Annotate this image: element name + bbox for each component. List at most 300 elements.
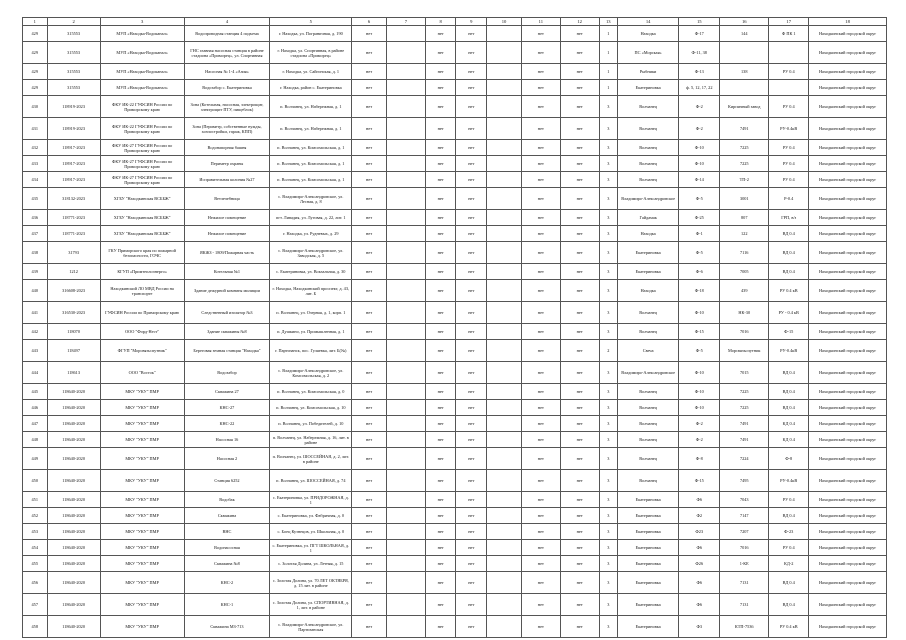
- table-cell: Екатериновка: [617, 524, 678, 540]
- table-cell: МУП «Находка-Водоканал»: [100, 42, 184, 64]
- table-cell: Ф-2: [679, 118, 720, 140]
- table-cell: 445: [23, 384, 48, 400]
- table-cell: Волчанец: [617, 400, 678, 416]
- table-cell: нет: [456, 172, 487, 188]
- table-cell: МКУ "УКУ" ПМР: [100, 616, 184, 638]
- table-cell: нет: [456, 302, 487, 324]
- table-cell: [487, 264, 522, 280]
- table-cell: нет: [425, 264, 456, 280]
- table-cell: 118917-2023: [47, 172, 100, 188]
- table-cell: 453: [23, 524, 48, 540]
- table-cell: 7495: [720, 470, 769, 492]
- table-row: [23, 42, 887, 64]
- table-cell: нет: [560, 556, 599, 572]
- table-cell: РУ 0.4: [769, 140, 809, 156]
- table-row: [23, 594, 887, 616]
- table-cell: ВД 0.4: [769, 226, 809, 242]
- table-cell: [386, 242, 425, 264]
- table-cell: Зона (Котельная, насосная, электрощит, электрощит ПТУ, пищеблок): [184, 96, 270, 118]
- table-cell: МУП «Находка-Водоканал»: [100, 80, 184, 96]
- table-cell: 435: [23, 188, 48, 210]
- table-cell: г. Находка, Находкинский проспект, д. 43, лит. Б: [270, 280, 352, 302]
- table-cell: нет: [456, 264, 487, 280]
- table-cell: Насосная № 1-4 «Азия»: [184, 64, 270, 80]
- table-cell: КНС-1: [184, 594, 270, 616]
- table-cell: нет: [352, 556, 387, 572]
- table-cell: КНС-2: [184, 572, 270, 594]
- table-cell: нет: [456, 42, 487, 64]
- table-row: [23, 540, 887, 556]
- table-cell: [487, 540, 522, 556]
- table-cell: 454: [23, 540, 48, 556]
- table-cell: г. Партизанск, пос. Гуляевка, лит. Б(№): [270, 340, 352, 362]
- table-cell: 7005: [720, 264, 769, 280]
- table-cell: нет: [456, 470, 487, 492]
- table-cell: нет: [352, 226, 387, 242]
- table-cell: [720, 42, 769, 64]
- table-cell: 118640-2020: [47, 384, 100, 400]
- table-cell: 2: [599, 340, 617, 362]
- table-cell: Волчанец: [617, 118, 678, 140]
- table-row: [23, 492, 887, 508]
- table-cell: 138: [720, 64, 769, 80]
- table-cell: Владимиро-Александровское: [617, 362, 678, 384]
- table-cell: нет: [352, 470, 387, 492]
- table-cell: МКУ "УКУ" ПМР: [100, 508, 184, 524]
- table-row: [23, 416, 887, 432]
- table-cell: 450: [23, 470, 48, 492]
- table-cell: 118771-2023: [47, 210, 100, 226]
- table-cell: нет: [352, 594, 387, 616]
- table-cell: 1: [599, 64, 617, 80]
- table-cell: ФКУ ИК-22 ГУФСИН России по Приморскому краю: [100, 96, 184, 118]
- table-cell: [386, 42, 425, 64]
- table-cell: Волчанец: [617, 470, 678, 492]
- column-header: 12: [560, 18, 599, 26]
- table-cell: г. Находка, район с. Екатериновка: [270, 80, 352, 96]
- table-cell: нет: [352, 540, 387, 556]
- table-cell: 3: [599, 324, 617, 340]
- table-cell: 7207: [720, 524, 769, 540]
- column-header: 2: [47, 18, 100, 26]
- column-header: 1: [23, 18, 48, 26]
- table-cell: [487, 508, 522, 524]
- table-cell: Находка: [617, 26, 678, 42]
- table-cell: п. Душкино, ул. Промышленная, д. 1: [270, 324, 352, 340]
- table-cell: нет: [425, 492, 456, 508]
- table-cell: РУ 0.4: [769, 492, 809, 508]
- table-cell: нет: [521, 80, 560, 96]
- table-cell: с. Золотая Долина, ул. 70 ЛЕТ ОКТЯБРЯ, д. 15 лит. в районе: [270, 572, 352, 594]
- table-cell: [386, 80, 425, 96]
- table-cell: [386, 492, 425, 508]
- table-cell: [487, 64, 522, 80]
- table-cell: ВД 0.4: [769, 508, 809, 524]
- table-cell: Находкинский городской округ: [809, 340, 887, 362]
- table-cell: нет: [521, 302, 560, 324]
- table-cell: [386, 340, 425, 362]
- table-row: [23, 556, 887, 572]
- table-cell: Береговая земная станция "Находка": [184, 340, 270, 362]
- table-cell: нет: [425, 280, 456, 302]
- table-cell: 3: [599, 302, 617, 324]
- table-cell: нет: [560, 324, 599, 340]
- table-cell: 3: [599, 384, 617, 400]
- column-header: 11: [521, 18, 560, 26]
- column-header: 17: [769, 18, 809, 26]
- table-cell: Насосная 2: [184, 448, 270, 470]
- table-cell: Водонасосная: [184, 540, 270, 556]
- table-cell: нет: [456, 242, 487, 264]
- table-cell: 118640-2020: [47, 508, 100, 524]
- column-header: 14: [617, 18, 678, 26]
- table-cell: нет: [560, 96, 599, 118]
- table-cell: Скважина МЗ-713: [184, 616, 270, 638]
- table-cell: нет: [521, 508, 560, 524]
- table-row: [23, 96, 887, 118]
- table-cell: Волчанец: [617, 140, 678, 156]
- column-header: 10: [487, 18, 522, 26]
- table-cell: нет: [521, 556, 560, 572]
- table-cell: Находкинский городской округ: [809, 64, 887, 80]
- table-cell: 438: [23, 242, 48, 264]
- table-cell: нет: [521, 188, 560, 210]
- table-cell: Находка: [617, 226, 678, 242]
- table-cell: ТП-2: [720, 172, 769, 188]
- table-cell: п. Волчанец, ул. Комсомольская, д. 1: [270, 140, 352, 156]
- table-cell: КД 0.4: [769, 416, 809, 432]
- table-cell: Ф-1: [679, 226, 720, 242]
- table-cell: ГНС главная насосная станция в районе стадиона «Приморец», ул. Спортивная: [184, 42, 270, 64]
- table-cell: нет: [521, 242, 560, 264]
- table-row: [23, 524, 887, 540]
- table-cell: 7225: [720, 140, 769, 156]
- table-cell: МКУ "УКУ" ПМР: [100, 400, 184, 416]
- table-cell: нет: [560, 64, 599, 80]
- table-cell: Волчанец: [617, 432, 678, 448]
- table-cell: нет: [456, 140, 487, 156]
- table-cell: 440: [23, 280, 48, 302]
- table-cell: нет: [456, 324, 487, 340]
- table-cell: 441: [23, 302, 48, 324]
- table-cell: нет: [425, 508, 456, 524]
- table-cell: [487, 594, 522, 616]
- table-cell: с. Владимиро-Александровское, ул. Партизанская: [270, 616, 352, 638]
- table-cell: [487, 242, 522, 264]
- table-cell: 3: [599, 140, 617, 156]
- table-cell: нет: [425, 80, 456, 96]
- table-cell: 3: [599, 172, 617, 188]
- table-cell: нет: [521, 492, 560, 508]
- table-row: [23, 572, 887, 594]
- table-cell: 118640-2020: [47, 416, 100, 432]
- table-cell: нет: [456, 572, 487, 594]
- table-cell: нет: [521, 280, 560, 302]
- table-cell: [487, 448, 522, 470]
- table-cell: нет: [521, 400, 560, 416]
- table-cell: нет: [425, 572, 456, 594]
- table-cell: нет: [425, 210, 456, 226]
- table-cell: 118070: [47, 324, 100, 340]
- table-cell: 7016: [720, 324, 769, 340]
- table-cell: [769, 42, 809, 64]
- table-cell: 3: [599, 188, 617, 210]
- table-cell: 3: [599, 118, 617, 140]
- table-cell: 3: [599, 556, 617, 572]
- table-cell: 118917-2023: [47, 156, 100, 172]
- table-cell: нет: [560, 118, 599, 140]
- column-header: 18: [809, 18, 887, 26]
- table-cell: ООО "Восток": [100, 362, 184, 384]
- table-row: [23, 188, 887, 210]
- table-cell: [487, 118, 522, 140]
- table-cell: 449: [23, 448, 48, 470]
- table-cell: ВНС: [184, 524, 270, 540]
- table-cell: 3: [599, 616, 617, 638]
- table-cell: Ф-8: [679, 448, 720, 470]
- table-cell: ГУФСИН России по Приморскому краю: [100, 302, 184, 324]
- table-cell: нет: [560, 416, 599, 432]
- document-sheet: [22, 17, 887, 638]
- column-header: 15: [679, 18, 720, 26]
- table-cell: Свеча: [617, 340, 678, 362]
- table-cell: КТП-7536: [720, 616, 769, 638]
- table-cell: Здание дежурной комнаты милиции: [184, 280, 270, 302]
- table-cell: МКУ "УКУ" ПМР: [100, 524, 184, 540]
- table-cell: с. Боец Кузнецов, ул. Школьная, д. 0: [270, 524, 352, 540]
- table-cell: нет: [352, 188, 387, 210]
- table-cell: Находкинский городской округ: [809, 226, 887, 242]
- table-cell: Екатериновка: [617, 492, 678, 508]
- table-cell: Находкинский городской округ: [809, 540, 887, 556]
- table-cell: ВД 0.4: [769, 572, 809, 594]
- table-cell: Ф-15: [679, 324, 720, 340]
- table-cell: 7016: [720, 540, 769, 556]
- table-cell: нет: [560, 400, 599, 416]
- table-cell: РУ 0.4 кВ: [769, 280, 809, 302]
- table-cell: нет: [456, 416, 487, 432]
- table-cell: с. Екатериновка, ул. ПГТ ШКОЛЬНАЯ, д. 1: [270, 540, 352, 556]
- table-cell: Находкинский городской округ: [809, 80, 887, 96]
- table-cell: нет: [560, 140, 599, 156]
- table-cell: ВД 0.4: [769, 594, 809, 616]
- table-row: [23, 302, 887, 324]
- table-cell: 429: [23, 80, 48, 96]
- table-cell: нет: [352, 96, 387, 118]
- table-cell: нет: [560, 226, 599, 242]
- table-cell: КГУП «Примтеплоэнерго»: [100, 264, 184, 280]
- table-cell: нет: [560, 156, 599, 172]
- table-cell: [386, 156, 425, 172]
- column-header: 7: [386, 18, 425, 26]
- table-row: [23, 172, 887, 188]
- table-cell: нет: [560, 616, 599, 638]
- table-cell: 448: [23, 432, 48, 448]
- table-row: [23, 80, 887, 96]
- table-body: [23, 26, 887, 638]
- table-cell: Волчанец: [617, 96, 678, 118]
- table-cell: 144: [720, 26, 769, 42]
- table-cell: нет: [425, 26, 456, 42]
- table-cell: 436: [23, 210, 48, 226]
- table-cell: МКУ "УКУ" ПМР: [100, 448, 184, 470]
- table-cell: Исправительная колония №27: [184, 172, 270, 188]
- table-cell: с. Золотая Долина, ул. СПОРТИВНАЯ, д. 1, лит. в районе: [270, 594, 352, 616]
- table-cell: нет: [521, 384, 560, 400]
- table-cell: [487, 492, 522, 508]
- table-cell: 3: [599, 210, 617, 226]
- table-cell: п. Волчанец, ул. Набережная, д. 16, лит. в районе: [270, 432, 352, 448]
- table-cell: Екатериновка: [617, 508, 678, 524]
- table-cell: нет: [521, 572, 560, 594]
- table-cell: нет: [521, 324, 560, 340]
- column-header: 16: [720, 18, 769, 26]
- table-cell: [386, 540, 425, 556]
- table-cell: нет: [425, 556, 456, 572]
- table-cell: нет: [425, 226, 456, 242]
- table-cell: нет: [352, 324, 387, 340]
- table-cell: [386, 324, 425, 340]
- table-cell: [386, 140, 425, 156]
- table-cell: нет: [521, 340, 560, 362]
- table-cell: нет: [352, 616, 387, 638]
- table-cell: с. Золотая Долина, ул. Летняя, д. 15: [270, 556, 352, 572]
- table-cell: РУ - 0.4 кВ: [769, 302, 809, 324]
- table-cell: [386, 616, 425, 638]
- table-cell: нет: [425, 42, 456, 64]
- table-cell: 7491: [720, 432, 769, 448]
- table-cell: Находкинский городской округ: [809, 172, 887, 188]
- table-cell: [487, 188, 522, 210]
- table-cell: нет: [352, 210, 387, 226]
- table-cell: [386, 210, 425, 226]
- table-cell: нет: [521, 42, 560, 64]
- table-cell: нет: [560, 448, 599, 470]
- table-cell: с. Екатериновка, ул. ПРИДОРОЖНАЯ, д. 1: [270, 492, 352, 508]
- table-cell: нет: [352, 242, 387, 264]
- table-cell: нет: [425, 140, 456, 156]
- table-cell: 31793: [47, 242, 100, 264]
- table-cell: 3: [599, 540, 617, 556]
- table-cell: 432: [23, 140, 48, 156]
- table-cell: Находка: [617, 280, 678, 302]
- table-cell: нет: [352, 264, 387, 280]
- table-cell: ф. 5, 12, 17, 22: [679, 80, 720, 96]
- table-cell: Волчанец: [617, 448, 678, 470]
- table-cell: ВД 0.4: [769, 384, 809, 400]
- table-cell: Водонапорная башня: [184, 140, 270, 156]
- table-cell: нет: [352, 416, 387, 432]
- table-cell: Ф-2: [679, 432, 720, 448]
- table-cell: ФКУ ИК-27 ГУФСИН России по Приморскому краю: [100, 140, 184, 156]
- table-cell: Находкинский городской округ: [809, 302, 887, 324]
- column-header: 5: [270, 18, 352, 26]
- table-cell: Ф-15: [769, 324, 809, 340]
- table-cell: МКУ "УКУ" ПМР: [100, 572, 184, 594]
- table-cell: нет: [352, 118, 387, 140]
- table-header-row: [23, 18, 887, 26]
- table-cell: Ф6: [679, 492, 720, 508]
- table-cell: с. Екатериновка, ул. Вокзальная, д. 30: [270, 264, 352, 280]
- table-cell: 3: [599, 508, 617, 524]
- table-cell: Ф-5: [679, 340, 720, 362]
- table-cell: нет: [425, 188, 456, 210]
- table-row: [23, 140, 887, 156]
- table-cell: Екатериновка: [617, 264, 678, 280]
- table-cell: 430: [23, 96, 48, 118]
- table-cell: ФКУ ИК-22 ГУФСИН России по Приморскому краю: [100, 118, 184, 140]
- table-cell: нет: [425, 324, 456, 340]
- table-cell: нет: [352, 140, 387, 156]
- table-cell: 7224: [720, 448, 769, 470]
- table-cell: Скважина №8: [184, 556, 270, 572]
- table-cell: нет: [560, 594, 599, 616]
- table-cell: нет: [456, 64, 487, 80]
- table-cell: [386, 172, 425, 188]
- table-cell: нет: [425, 540, 456, 556]
- table-cell: 3: [599, 226, 617, 242]
- table-cell: 118640-2020: [47, 524, 100, 540]
- table-cell: нет: [352, 432, 387, 448]
- table-cell: 444: [23, 362, 48, 384]
- table-cell: КД-2: [769, 556, 809, 572]
- table-cell: [487, 140, 522, 156]
- table-cell: нет: [425, 172, 456, 188]
- table-cell: Находкинский ЛО МВД России на транспорте: [100, 280, 184, 302]
- table-cell: [487, 96, 522, 118]
- table-cell: 439: [720, 280, 769, 302]
- table-cell: Екатериновка: [617, 572, 678, 594]
- table-cell: нет: [456, 400, 487, 416]
- table-cell: нет: [456, 226, 487, 242]
- table-cell: Волчанец: [617, 384, 678, 400]
- table-cell: [487, 210, 522, 226]
- column-header: 13: [599, 18, 617, 26]
- table-cell: пгт. Ливадия, ул. Луговая, д. 22, лит. 1: [270, 210, 352, 226]
- table-cell: 3: [599, 400, 617, 416]
- table-cell: с. Владимиро-Александровское, ул. Комсомольская, д. 2: [270, 362, 352, 384]
- table-cell: нет: [425, 594, 456, 616]
- table-cell: нет: [456, 616, 487, 638]
- table-cell: г. Находка, ул. Рудневых, д. 29: [270, 226, 352, 242]
- table-cell: нет: [456, 210, 487, 226]
- table-cell: нет: [560, 280, 599, 302]
- table-cell: нет: [425, 616, 456, 638]
- table-cell: МКУ "УКУ" ПМР: [100, 594, 184, 616]
- table-cell: нет: [560, 572, 599, 594]
- table-cell: Ветлечебница: [184, 188, 270, 210]
- table-cell: 118613: [47, 362, 100, 384]
- table-cell: нет: [560, 524, 599, 540]
- table-cell: [487, 26, 522, 42]
- table-cell: Находкинский городской округ: [809, 96, 887, 118]
- table-row: [23, 210, 887, 226]
- table-cell: г. Находка, ул. Пограничная, д. 190: [270, 26, 352, 42]
- table-cell: МКУ "УКУ" ПМР: [100, 470, 184, 492]
- table-cell: ООО "Форд-Нест": [100, 324, 184, 340]
- table-cell: 315553: [47, 64, 100, 80]
- table-cell: 3: [599, 524, 617, 540]
- table-cell: Ф-13: [679, 64, 720, 80]
- table-row: [23, 362, 887, 384]
- table-row: [23, 384, 887, 400]
- table-cell: Волчанец: [617, 172, 678, 188]
- table-cell: нет: [521, 226, 560, 242]
- table-cell: 118640-2020: [47, 492, 100, 508]
- table-cell: 7015: [720, 362, 769, 384]
- table-row: [23, 508, 887, 524]
- table-cell: Ф-2: [679, 96, 720, 118]
